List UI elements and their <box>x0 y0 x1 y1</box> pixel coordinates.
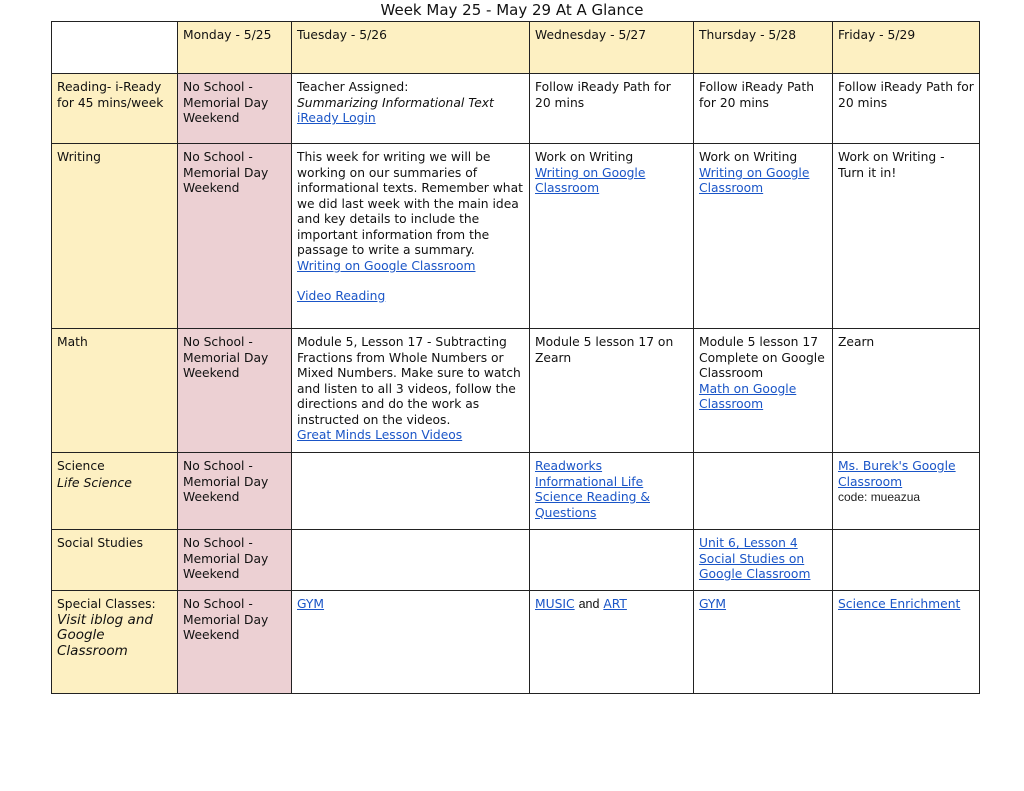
special-friday-cell <box>833 591 980 694</box>
monday-no-school: No School - Memorial Day Weekend <box>178 74 292 144</box>
subject-special-note: Visit iblog and Google Classroom <box>57 611 153 659</box>
writing-wednesday-text: Work on Writing <box>535 150 634 164</box>
corner-cell <box>52 22 178 74</box>
table-row-science <box>52 453 980 530</box>
subject-science <box>52 453 178 530</box>
writing-google-classroom-link[interactable]: Writing on Google Classroom <box>297 258 476 273</box>
subject-science-label: Science <box>57 459 105 473</box>
page-title: Week May 25 - May 29 At A Glance <box>380 1 644 19</box>
table-row-special <box>52 591 980 694</box>
day-header-friday: Friday - 5/29 <box>833 22 980 74</box>
science-thursday-cell <box>694 453 833 530</box>
reading-friday-cell: Follow iReady Path for 20 mins <box>833 74 980 144</box>
table-row-math <box>52 329 980 453</box>
day-header-thursday: Thursday - 5/28 <box>694 22 833 74</box>
day-header-monday: Monday - 5/25 <box>178 22 292 74</box>
great-minds-videos-link[interactable]: Great Minds Lesson Videos <box>297 428 463 442</box>
table-row-reading <box>52 74 980 144</box>
reading-tuesday-cell <box>292 74 530 144</box>
reading-tuesday-intro: Teacher Assigned: <box>297 80 409 94</box>
writing-thursday-cell <box>694 144 833 329</box>
table-row-social-studies <box>52 530 980 591</box>
social-studies-link[interactable]: Unit 6, Lesson 4 Social Studies on Google Classroom <box>699 536 811 581</box>
subject-social-studies: Social Studies <box>52 530 178 591</box>
subject-science-sublabel: Life Science <box>57 474 132 490</box>
reading-thursday-cell: Follow iReady Path for 20 mins <box>694 74 833 144</box>
day-header-tuesday: Tuesday - 5/26 <box>292 22 530 74</box>
gym-link[interactable]: GYM <box>699 597 727 611</box>
video-reading-link[interactable]: Video Reading <box>297 289 386 303</box>
subject-special-classes <box>52 591 178 694</box>
day-header-wednesday: Wednesday - 5/27 <box>530 22 694 74</box>
burek-google-classroom-link[interactable]: Ms. Burek's Google Classroom <box>838 459 956 489</box>
science-tuesday-cell <box>292 453 530 530</box>
subject-writing: Writing <box>52 144 178 329</box>
math-wednesday-cell: Module 5 lesson 17 on Zearn <box>530 329 694 453</box>
monday-no-school: No School - Memorial Day Weekend <box>178 453 292 530</box>
writing-tuesday-cell <box>292 144 530 329</box>
readworks-link[interactable]: Readworks Informational Life Science Reading & Questions <box>535 459 650 520</box>
monday-no-school: No School - Memorial Day Weekend <box>178 144 292 329</box>
music-link[interactable]: MUSIC <box>535 597 575 611</box>
monday-no-school: No School - Memorial Day Weekend <box>178 530 292 591</box>
math-thursday-text: Module 5 lesson 17 Complete on Google Classroom <box>699 335 825 380</box>
table-row-writing <box>52 144 980 329</box>
art-link[interactable]: ART <box>603 597 627 611</box>
writing-thursday-text: Work on Writing <box>699 150 798 164</box>
social-friday-cell <box>833 530 980 591</box>
writing-wednesday-cell <box>530 144 694 329</box>
writing-friday-cell: Work on Writing - Turn it in! <box>833 144 980 329</box>
subject-math: Math <box>52 329 178 453</box>
social-thursday-cell <box>694 530 833 591</box>
header-row <box>52 22 980 74</box>
writing-tuesday-text: This week for writing we will be working on our summaries of informational texts. Remember what we did last week with the main idea and key details to include the important information from the passage to write a summary. <box>297 150 523 257</box>
math-thursday-cell <box>694 329 833 453</box>
reading-wednesday-cell: Follow iReady Path for 20 mins <box>530 74 694 144</box>
science-wednesday-cell <box>530 453 694 530</box>
reading-tuesday-topic: Summarizing Informational Text <box>297 95 494 110</box>
and-text: and <box>578 597 600 611</box>
weekly-schedule-table <box>51 21 980 694</box>
math-tuesday-text: Module 5, Lesson 17 - Subtracting Fractions from Whole Numbers or Mixed Numbers. Make sure to watch and listen to all 3 videos, follow the directions and do the work as instructed on the videos. <box>297 335 521 427</box>
special-thursday-cell <box>694 591 833 694</box>
special-wednesday-cell <box>530 591 694 694</box>
special-tuesday-cell <box>292 591 530 694</box>
class-code: code: mueazua <box>838 490 921 504</box>
subject-reading: Reading- i-Ready for 45 mins/week <box>52 74 178 144</box>
monday-no-school: No School - Memorial Day Weekend <box>178 329 292 453</box>
social-wednesday-cell <box>530 530 694 591</box>
writing-wednesday-link[interactable]: Writing on Google Classroom <box>535 165 646 195</box>
monday-no-school: No School - Memorial Day Weekend <box>178 591 292 694</box>
subject-special-label: Special Classes: <box>57 597 156 611</box>
math-tuesday-cell <box>292 329 530 453</box>
science-enrichment-link[interactable]: Science Enrichment <box>838 597 961 611</box>
science-friday-cell <box>833 453 980 530</box>
gym-link[interactable]: GYM <box>297 597 325 611</box>
math-google-classroom-link[interactable]: Math on Google Classroom <box>699 381 797 411</box>
writing-thursday-link[interactable]: Writing on Google Classroom <box>699 165 810 195</box>
iready-login-link[interactable]: iReady Login <box>297 111 376 125</box>
math-friday-cell: Zearn <box>833 329 980 453</box>
social-tuesday-cell <box>292 530 530 591</box>
